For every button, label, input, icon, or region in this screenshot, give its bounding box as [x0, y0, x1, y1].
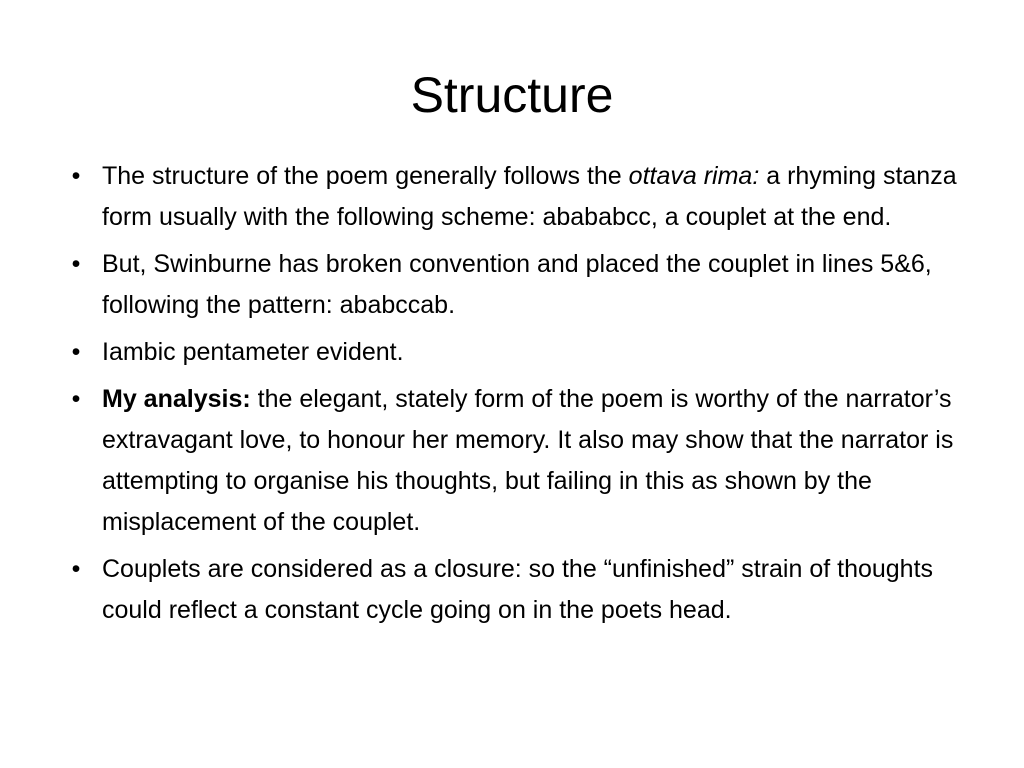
bullet-text: The structure of the poem generally follows the	[102, 162, 629, 190]
bullet-icon: •	[71, 338, 81, 366]
bullet-text: the elegant, stately form of the poem is worthy of the narrator’s extravagant love, to honour her memory. It also may show that the narrator is attempting to organise his thoughts, but failing in this as shown by the misplacement of the couplet.	[102, 385, 954, 536]
bullet-item-couplets	[60, 549, 985, 631]
bullet-icon: •	[71, 385, 81, 413]
bullet-text: Couplets are considered as a closure: so the “unfinished” strain of thoughts could reflect a constant cycle going on in the poets head.	[102, 555, 934, 624]
bullet-item-structure	[60, 156, 985, 238]
bullet-italic-term: ottava rima:	[628, 162, 760, 190]
bullet-icon: •	[71, 250, 81, 278]
bullet-text: Iambic pentameter evident.	[102, 338, 404, 366]
bullet-bold-lead: My analysis:	[102, 385, 251, 413]
bullet-item-convention	[60, 244, 985, 326]
slide-title: Structure	[410, 67, 614, 123]
bullet-icon: •	[71, 162, 81, 190]
bullet-list	[60, 156, 985, 637]
bullet-text: But, Swinburne has broken convention and placed the couplet in lines 5&6, following the pattern: ababccab.	[102, 250, 932, 319]
bullet-text: a rhyming stanza form usually with the following scheme: abababcc, a couplet at the end.	[102, 162, 957, 231]
bullet-item-analysis	[60, 379, 985, 543]
bullet-item-meter	[60, 332, 985, 373]
bullet-icon: •	[71, 555, 81, 583]
